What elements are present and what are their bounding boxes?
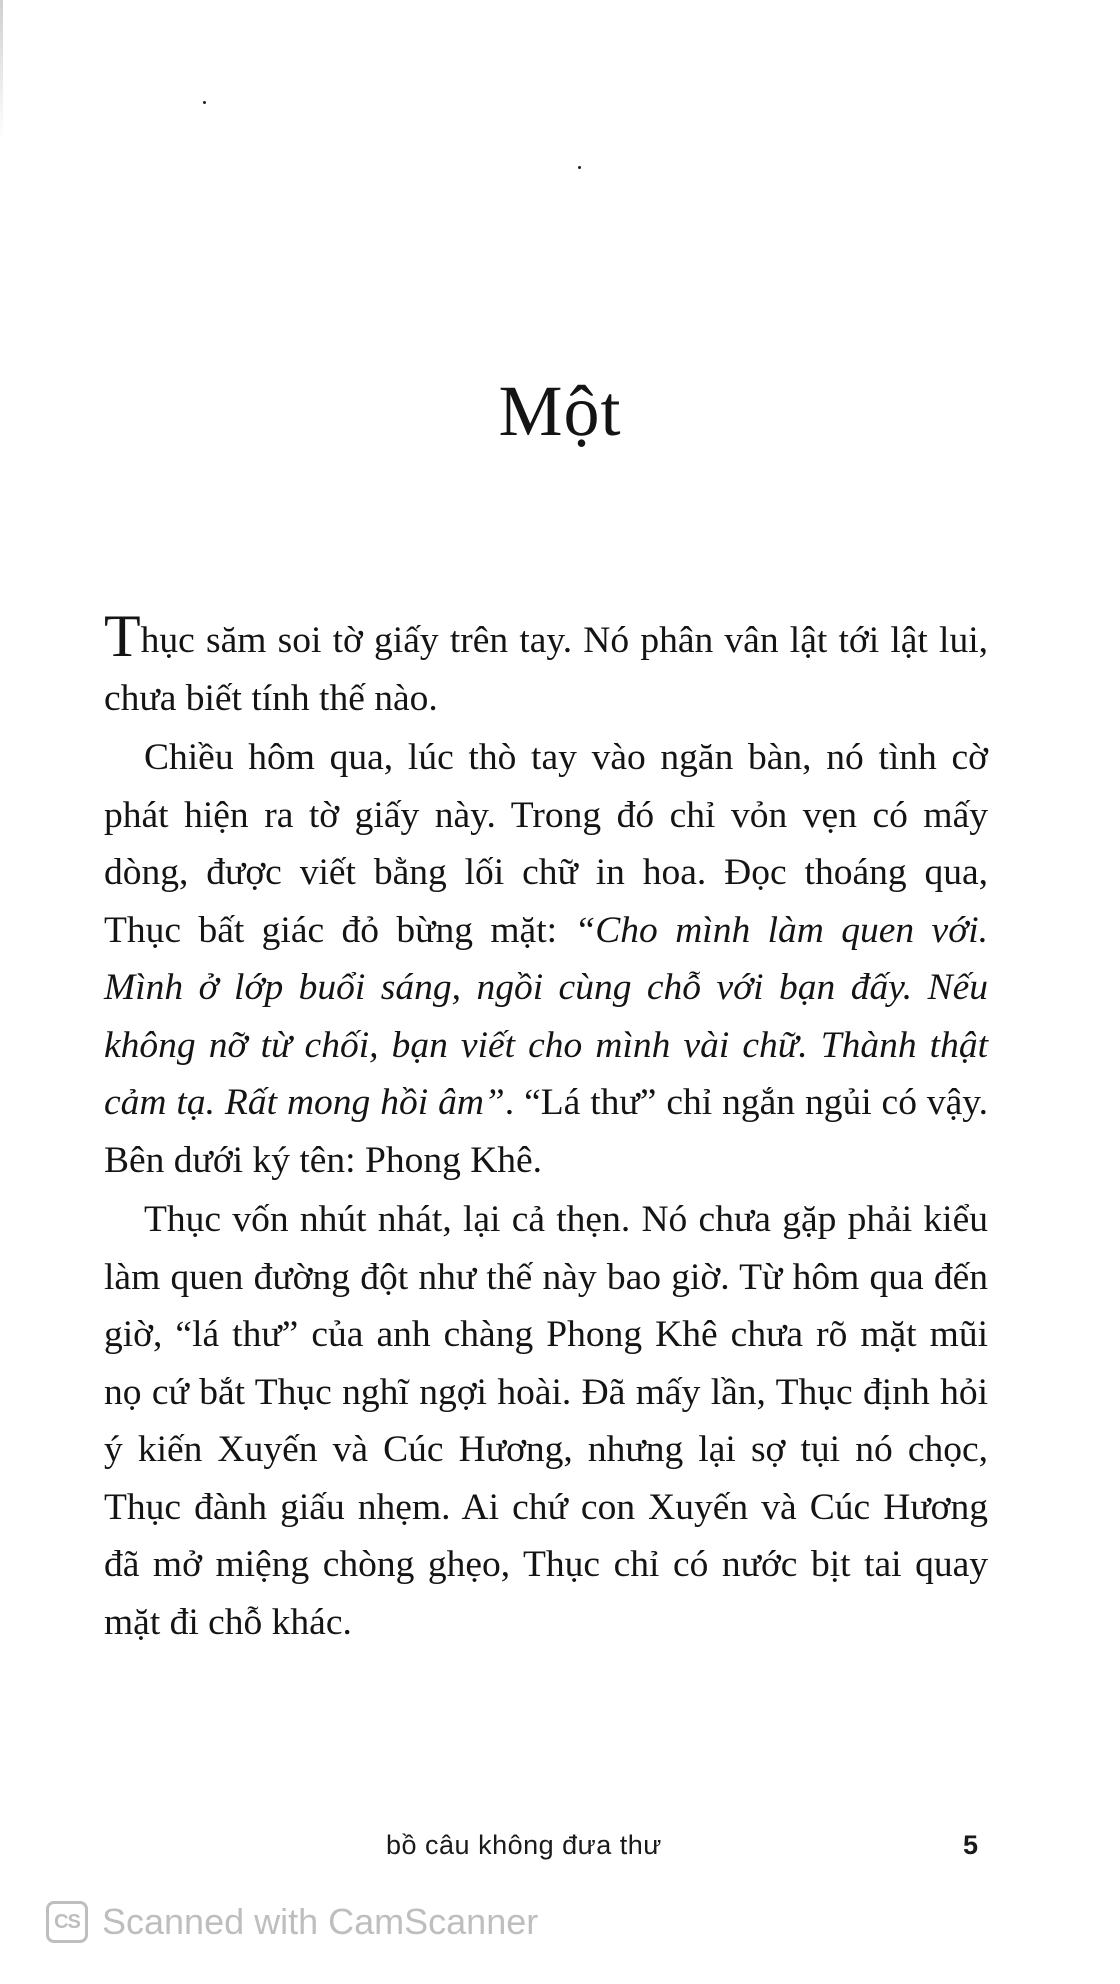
scan-speck <box>203 101 206 104</box>
paragraph-1 <box>104 603 988 727</box>
body-text <box>104 603 988 1651</box>
camscanner-logo-icon: CS <box>46 1901 88 1943</box>
scan-edge-shadow <box>0 0 3 140</box>
paragraph-2 <box>104 729 988 1189</box>
scan-speck <box>578 166 581 169</box>
paragraph-2-outro: . “Lá thư” chỉ ngắn ngủi có vậy. Bên dưới ký tên: Phong Khê. <box>104 1082 988 1181</box>
watermark-text: Scanned with CamScanner <box>102 1901 539 1942</box>
running-footer-title: bồ câu không đưa thư <box>386 1830 662 1860</box>
letter-quote: “Cho mình làm quen với. Mình ở lớp buổi sáng, ngồi cùng chỗ với bạn đấy. Nếu không nỡ từ chối, bạn viết cho mình vài chữ. Thành thật cảm tạ. Rất mong hồi âm” <box>104 909 988 1123</box>
camscanner-watermark <box>46 1901 538 1943</box>
paragraph-1-text: hục săm soi tờ giấy trên tay. Nó phân vân lật tới lật lui, chưa biết tính thế nào. <box>104 620 988 719</box>
page-number: 5 <box>963 1830 979 1860</box>
paragraph-3: Thục vốn nhút nhát, lại cả thẹn. Nó chưa gặp phải kiểu làm quen đường đột như thế này bao giờ. Từ hôm qua đến giờ, “lá thư” của anh chàng Phong Khê chưa rõ mặt mũi nọ cứ bắt Thục nghĩ ngợi hoài. Đã mấy lần, Thục định hỏi ý kiến Xuyến và Cúc Hương, nhưng lại sợ tụi nó chọc, Thục đành giấu nhẹm. Ai chứ con Xuyến và Cúc Hương đã mở miệng chòng ghẹo, Thục chỉ có nước bịt tai quay mặt đi chỗ khác. <box>104 1199 988 1643</box>
drop-cap: T <box>104 603 141 669</box>
paragraph-2-intro: Chiều hôm qua, lúc thò tay vào ngăn bàn, nó tình cờ phát hiện ra tờ giấy này. Trong đó chỉ vỏn vẹn có mấy dòng, được viết bằng lối chữ in hoa. Đọc thoáng qua, Thục bất giác đỏ bừng mặt: <box>104 737 988 951</box>
chapter-title: Một <box>498 371 622 451</box>
